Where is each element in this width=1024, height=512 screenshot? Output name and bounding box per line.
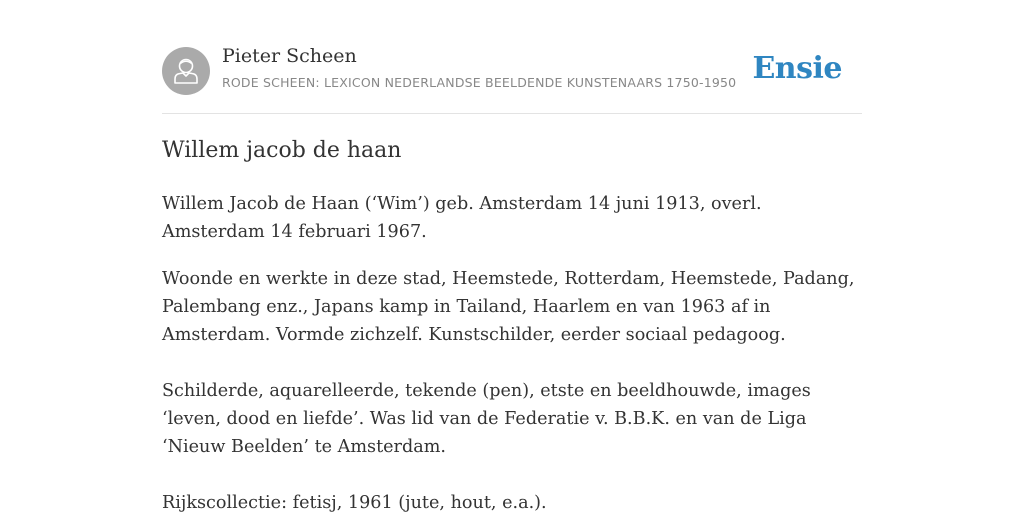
content-container: [162, 0, 862, 512]
header: [162, 0, 862, 114]
user-icon: [162, 47, 210, 95]
paragraph-collection: Rijkscollectie: fetisj, 1961 (jute, hout, e.a.).: [162, 493, 547, 512]
paragraph-residence: Woonde en werkte in deze stad, Heemstede, Rotterdam, Heemstede, Padang, Palembang enz., Japans kamp in Tailand, Haarlem en van 1963 af in Amsterdam. Vormde zichzelf. Kunstschilder, eerder sociaal pedagoog.: [162, 269, 855, 345]
paragraph-work: Schilderde, aquarelleerde, tekende (pen), etste en beeldhouwde, images ‘leven, dood en liefde’. Was lid van de Federatie v. B.B.K. en van de Liga ‘Nieuw Beelden’ te Amsterdam.: [162, 381, 811, 457]
source-title[interactable]: RODE SCHEEN: LEXICON NEDERLANDSE BEELDENDE KUNSTENAARS 1750-1950: [222, 75, 737, 90]
paragraph-birth-death: Willem Jacob de Haan (‘Wim’) geb. Amsterdam 14 juni 1913, overl. Amsterdam 14 februari 1967.: [162, 194, 762, 242]
author-avatar[interactable]: [162, 47, 210, 95]
author-name[interactable]: Pieter Scheen: [222, 45, 357, 67]
article-body: [162, 190, 862, 512]
article-title: Willem jacob de haan: [162, 138, 402, 163]
ensie-logo[interactable]: Ensie: [752, 51, 842, 86]
